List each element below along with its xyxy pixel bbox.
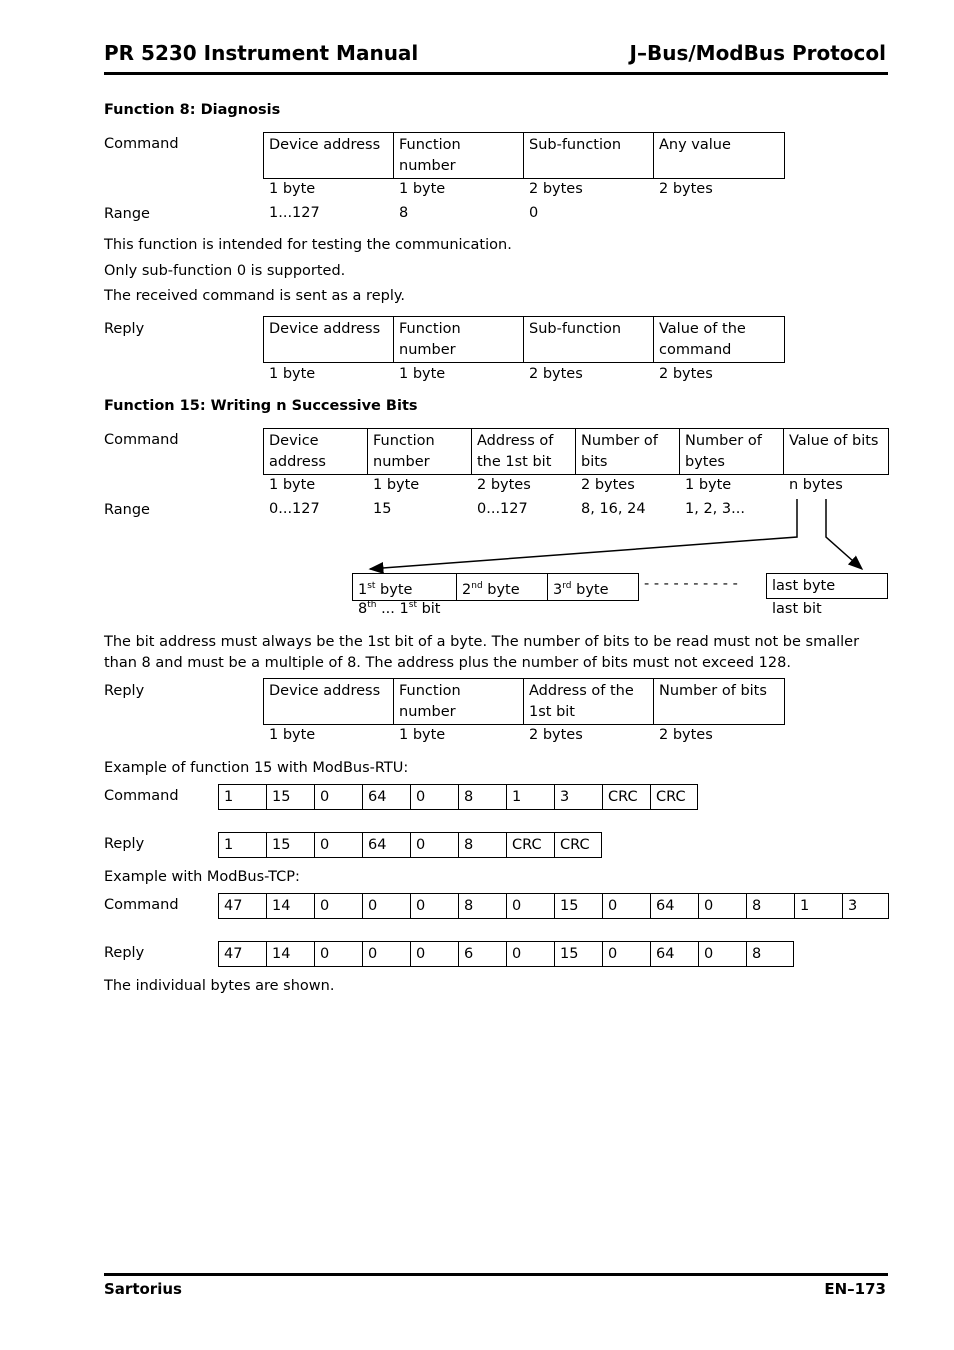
byte-sequence-table [352, 573, 639, 601]
last-bit-caption: last bit [772, 601, 822, 617]
f15-size: n bytes [789, 477, 843, 493]
last-byte-table [766, 573, 888, 599]
f8-cell: Sub-function [524, 133, 654, 179]
f15-cell: Function number [368, 429, 472, 475]
f8-reply-size: 1 byte [399, 366, 446, 382]
f15-range: 0...127 [269, 501, 320, 517]
tcp-reply-byte: 0 [603, 942, 651, 967]
f8-range: 0 [529, 205, 539, 221]
f15-range: 8, 16, 24 [581, 501, 646, 517]
byte-cell: 2nd byte [457, 574, 548, 601]
f8-size: 1 byte [399, 181, 446, 197]
f8-heading: Function 8: Diagnosis [104, 102, 281, 118]
rtu-reply-byte: 1 [219, 833, 267, 858]
tcp-reply-label: Reply [104, 945, 145, 961]
byte-cell: 1st byte [353, 574, 457, 601]
f8-reply-cell: Sub-function [524, 317, 654, 363]
tcp-reply-byte: 0 [699, 942, 747, 967]
f8-reply-size: 2 bytes [659, 366, 713, 382]
tcp-command-byte: 8 [459, 894, 507, 919]
f8-size: 1 byte [269, 181, 316, 197]
tcp-command-byte: 1 [795, 894, 843, 919]
last-byte-cell: last byte [767, 574, 888, 599]
tcp-reply-byte: 0 [507, 942, 555, 967]
rtu-command-byte: CRC [651, 785, 698, 810]
footer-brand: Sartorius [104, 1280, 182, 1298]
rtu-command-byte: 1 [219, 785, 267, 810]
tcp-command-byte: 3 [843, 894, 889, 919]
closing-text: The individual bytes are shown. [104, 978, 335, 994]
rtu-command-table [218, 784, 698, 810]
f15-reply-cell: Number of bits [654, 679, 785, 725]
f15-size: 1 byte [373, 477, 420, 493]
byte-ellipsis-dashes: - - - - - - - - - - [644, 576, 738, 592]
tcp-reply-byte: 0 [363, 942, 411, 967]
f15-command-label: Command [104, 432, 179, 448]
tcp-reply-table [218, 941, 794, 967]
f8-cell: Any value [654, 133, 785, 179]
tcp-command-byte: 14 [267, 894, 315, 919]
rtu-reply-byte: 0 [315, 833, 363, 858]
f15-heading: Function 15: Writing n Successive Bits [104, 398, 418, 414]
f15-cell: Device address [264, 429, 368, 475]
rtu-command-byte: 0 [315, 785, 363, 810]
footer-rule [104, 1273, 888, 1276]
tcp-command-byte: 0 [411, 894, 459, 919]
f8-reply-label: Reply [104, 321, 145, 337]
f8-range: 8 [399, 205, 409, 221]
tcp-command-byte: 0 [363, 894, 411, 919]
rtu-reply-byte: 64 [363, 833, 411, 858]
f15-reply-cell: Address of the 1st bit [524, 679, 654, 725]
f15-reply-size: 2 bytes [529, 727, 583, 743]
f8-range-label: Range [104, 206, 150, 222]
rtu-command-byte: 64 [363, 785, 411, 810]
f8-reply-size: 1 byte [269, 366, 316, 382]
f15-reply-cell: Device address [264, 679, 394, 725]
rtu-reply-table [218, 832, 602, 858]
tcp-command-byte: 15 [555, 894, 603, 919]
rtu-command-byte: 1 [507, 785, 555, 810]
f8-command-label: Command [104, 136, 179, 152]
f8-text: Only sub-function 0 is supported. [104, 263, 346, 279]
bit-order-caption: 8th ... 1st bit [358, 600, 441, 617]
rtu-command-byte: 0 [411, 785, 459, 810]
f8-text: The received command is sent as a reply. [104, 288, 405, 304]
rtu-reply-byte: 8 [459, 833, 507, 858]
tcp-command-byte: 0 [507, 894, 555, 919]
rtu-command-byte: CRC [603, 785, 651, 810]
f8-range: 1...127 [269, 205, 320, 221]
f15-range-label: Range [104, 502, 150, 518]
arrow-to-last-byte [826, 499, 862, 569]
manual-title: PR 5230 Instrument Manual [104, 41, 419, 65]
f8-reply-cell: Function number [394, 317, 524, 363]
f8-cell: Device address [264, 133, 394, 179]
tcp-command-label: Command [104, 897, 179, 913]
tcp-command-byte: 47 [219, 894, 267, 919]
tcp-reply-byte: 15 [555, 942, 603, 967]
tcp-command-table [218, 893, 889, 919]
tcp-example-title: Example with ModBus-TCP: [104, 869, 300, 885]
tcp-reply-byte: 0 [315, 942, 363, 967]
f8-reply-size: 2 bytes [529, 366, 583, 382]
rtu-reply-byte: CRC [555, 833, 602, 858]
tcp-command-byte: 0 [315, 894, 363, 919]
f15-cell: Address of the 1st bit [472, 429, 576, 475]
f15-reply-size: 1 byte [269, 727, 316, 743]
f15-range: 15 [373, 501, 392, 517]
tcp-reply-byte: 14 [267, 942, 315, 967]
tcp-command-byte: 0 [603, 894, 651, 919]
tcp-command-byte: 8 [747, 894, 795, 919]
tcp-reply-byte: 0 [411, 942, 459, 967]
rtu-reply-byte: 0 [411, 833, 459, 858]
f15-size: 1 byte [269, 477, 316, 493]
tcp-reply-byte: 8 [747, 942, 794, 967]
tcp-reply-byte: 64 [651, 942, 699, 967]
byte-expansion-arrows [0, 0, 954, 620]
f15-reply-label: Reply [104, 683, 145, 699]
f8-text: This function is intended for testing the communication. [104, 237, 512, 253]
tcp-reply-byte: 6 [459, 942, 507, 967]
f15-size: 1 byte [685, 477, 732, 493]
f15-reply-size: 1 byte [399, 727, 446, 743]
f15-cell: Value of bits [784, 429, 889, 475]
f15-reply-cell: Function number [394, 679, 524, 725]
f15-size: 2 bytes [581, 477, 635, 493]
tcp-reply-byte: 47 [219, 942, 267, 967]
f15-size: 2 bytes [477, 477, 531, 493]
f15-range: 1, 2, 3... [685, 501, 745, 517]
f8-reply-cell: Device address [264, 317, 394, 363]
rtu-command-byte: 8 [459, 785, 507, 810]
byte-cell: 3rd byte [548, 574, 639, 601]
f15-range: 0...127 [477, 501, 528, 517]
f15-reply-table [263, 678, 785, 725]
section-title: J–Bus/ModBus Protocol [629, 41, 886, 65]
rtu-command-label: Command [104, 788, 179, 804]
tcp-command-byte: 0 [699, 894, 747, 919]
f15-cell: Number of bits [576, 429, 680, 475]
f8-cell: Function number [394, 133, 524, 179]
f8-size: 2 bytes [529, 181, 583, 197]
f8-size: 2 bytes [659, 181, 713, 197]
f15-note: The bit address must always be the 1st bit of a byte. The number of bits to be read must not be smaller than 8 and must be a multiple of 8. The address plus the number of bits must not exceed 128. [104, 634, 860, 671]
rtu-command-byte: 15 [267, 785, 315, 810]
f15-reply-size: 2 bytes [659, 727, 713, 743]
arrow-to-first-byte [370, 499, 797, 569]
f15-cell: Number of bytes [680, 429, 784, 475]
rtu-command-byte: 3 [555, 785, 603, 810]
f8-reply-cell: Value of the command [654, 317, 785, 363]
rtu-reply-byte: CRC [507, 833, 555, 858]
tcp-command-byte: 64 [651, 894, 699, 919]
rtu-reply-byte: 15 [267, 833, 315, 858]
rtu-reply-label: Reply [104, 836, 145, 852]
page-number: EN–173 [824, 1280, 886, 1298]
rtu-example-title: Example of function 15 with ModBus-RTU: [104, 760, 409, 776]
